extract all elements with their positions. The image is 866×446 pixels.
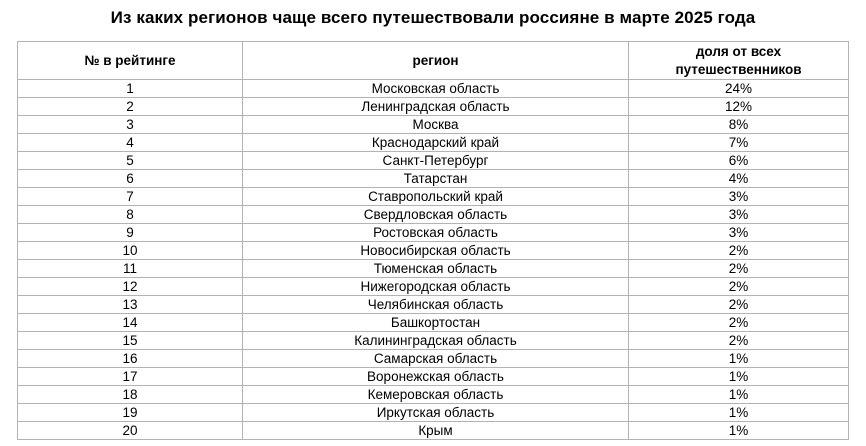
rank-cell: 17: [18, 368, 243, 386]
table-row: [18, 170, 849, 188]
rank-cell: 8: [18, 206, 243, 224]
region-cell: Ростовская область: [243, 224, 629, 242]
table-row: [18, 242, 849, 260]
rank-cell: 3: [18, 116, 243, 134]
share-cell: 2%: [629, 296, 849, 314]
table-row: [18, 260, 849, 278]
share-cell: 12%: [629, 98, 849, 116]
region-cell: Тюменская область: [243, 260, 629, 278]
share-cell: 1%: [629, 368, 849, 386]
share-cell: 3%: [629, 224, 849, 242]
share-cell: 1%: [629, 422, 849, 440]
rank-cell: 11: [18, 260, 243, 278]
table-row: [18, 350, 849, 368]
share-cell: 2%: [629, 332, 849, 350]
table-row: [18, 80, 849, 98]
table-row: [18, 332, 849, 350]
region-cell: Челябинская область: [243, 296, 629, 314]
rank-cell: 18: [18, 386, 243, 404]
region-cell: Нижегородская область: [243, 278, 629, 296]
region-cell: Воронежская область: [243, 368, 629, 386]
table-row: [18, 386, 849, 404]
rank-cell: 16: [18, 350, 243, 368]
table-row: [18, 134, 849, 152]
share-cell: 24%: [629, 80, 849, 98]
share-cell: 7%: [629, 134, 849, 152]
region-cell: Калининградская область: [243, 332, 629, 350]
table-row: [18, 296, 849, 314]
region-cell: Иркутская область: [243, 404, 629, 422]
rank-cell: 10: [18, 242, 243, 260]
share-cell: 2%: [629, 242, 849, 260]
region-cell: Башкортостан: [243, 314, 629, 332]
rank-cell: 6: [18, 170, 243, 188]
region-cell: Свердловская область: [243, 206, 629, 224]
share-cell: 4%: [629, 170, 849, 188]
table-row: [18, 98, 849, 116]
rank-cell: 19: [18, 404, 243, 422]
rank-cell: 15: [18, 332, 243, 350]
region-cell: Московская область: [243, 80, 629, 98]
rank-cell: 2: [18, 98, 243, 116]
table-row: [18, 206, 849, 224]
region-cell: Самарская область: [243, 350, 629, 368]
share-cell: 2%: [629, 278, 849, 296]
share-cell: 3%: [629, 206, 849, 224]
table-row: [18, 224, 849, 242]
region-cell: Ставропольский край: [243, 188, 629, 206]
table-row: [18, 404, 849, 422]
rank-cell: 4: [18, 134, 243, 152]
region-cell: Санкт-Петербург: [243, 152, 629, 170]
regions-table: [17, 41, 849, 440]
table-row: [18, 116, 849, 134]
region-cell: Москва: [243, 116, 629, 134]
column-header-region: регион: [243, 42, 629, 80]
rank-cell: 13: [18, 296, 243, 314]
rank-cell: 14: [18, 314, 243, 332]
page-title: Из каких регионов чаще всего путешествовали россияне в марте 2025 года: [110, 8, 756, 27]
rank-cell: 20: [18, 422, 243, 440]
region-cell: Ленинградская область: [243, 98, 629, 116]
share-cell: 2%: [629, 314, 849, 332]
share-cell: 6%: [629, 152, 849, 170]
table-row: [18, 422, 849, 440]
table-row: [18, 314, 849, 332]
rank-cell: 9: [18, 224, 243, 242]
region-cell: Крым: [243, 422, 629, 440]
share-cell: 2%: [629, 260, 849, 278]
region-cell: Кемеровская область: [243, 386, 629, 404]
table-header: [18, 42, 849, 80]
table-row: [18, 368, 849, 386]
share-cell: 1%: [629, 404, 849, 422]
table-row: [18, 188, 849, 206]
share-cell: 1%: [629, 386, 849, 404]
table-row: [18, 152, 849, 170]
region-cell: Краснодарский край: [243, 134, 629, 152]
region-cell: Новосибирская область: [243, 242, 629, 260]
table-header-row: [18, 42, 849, 80]
rank-cell: 7: [18, 188, 243, 206]
rank-cell: 5: [18, 152, 243, 170]
share-cell: 3%: [629, 188, 849, 206]
region-cell: Татарстан: [243, 170, 629, 188]
table-body: [18, 80, 849, 440]
table-row: [18, 278, 849, 296]
share-cell: 1%: [629, 350, 849, 368]
share-cell: 8%: [629, 116, 849, 134]
rank-cell: 12: [18, 278, 243, 296]
rank-cell: 1: [18, 80, 243, 98]
column-header-share: доля от всех путешественников: [629, 42, 849, 80]
column-header-rank: № в рейтинге: [18, 42, 243, 80]
